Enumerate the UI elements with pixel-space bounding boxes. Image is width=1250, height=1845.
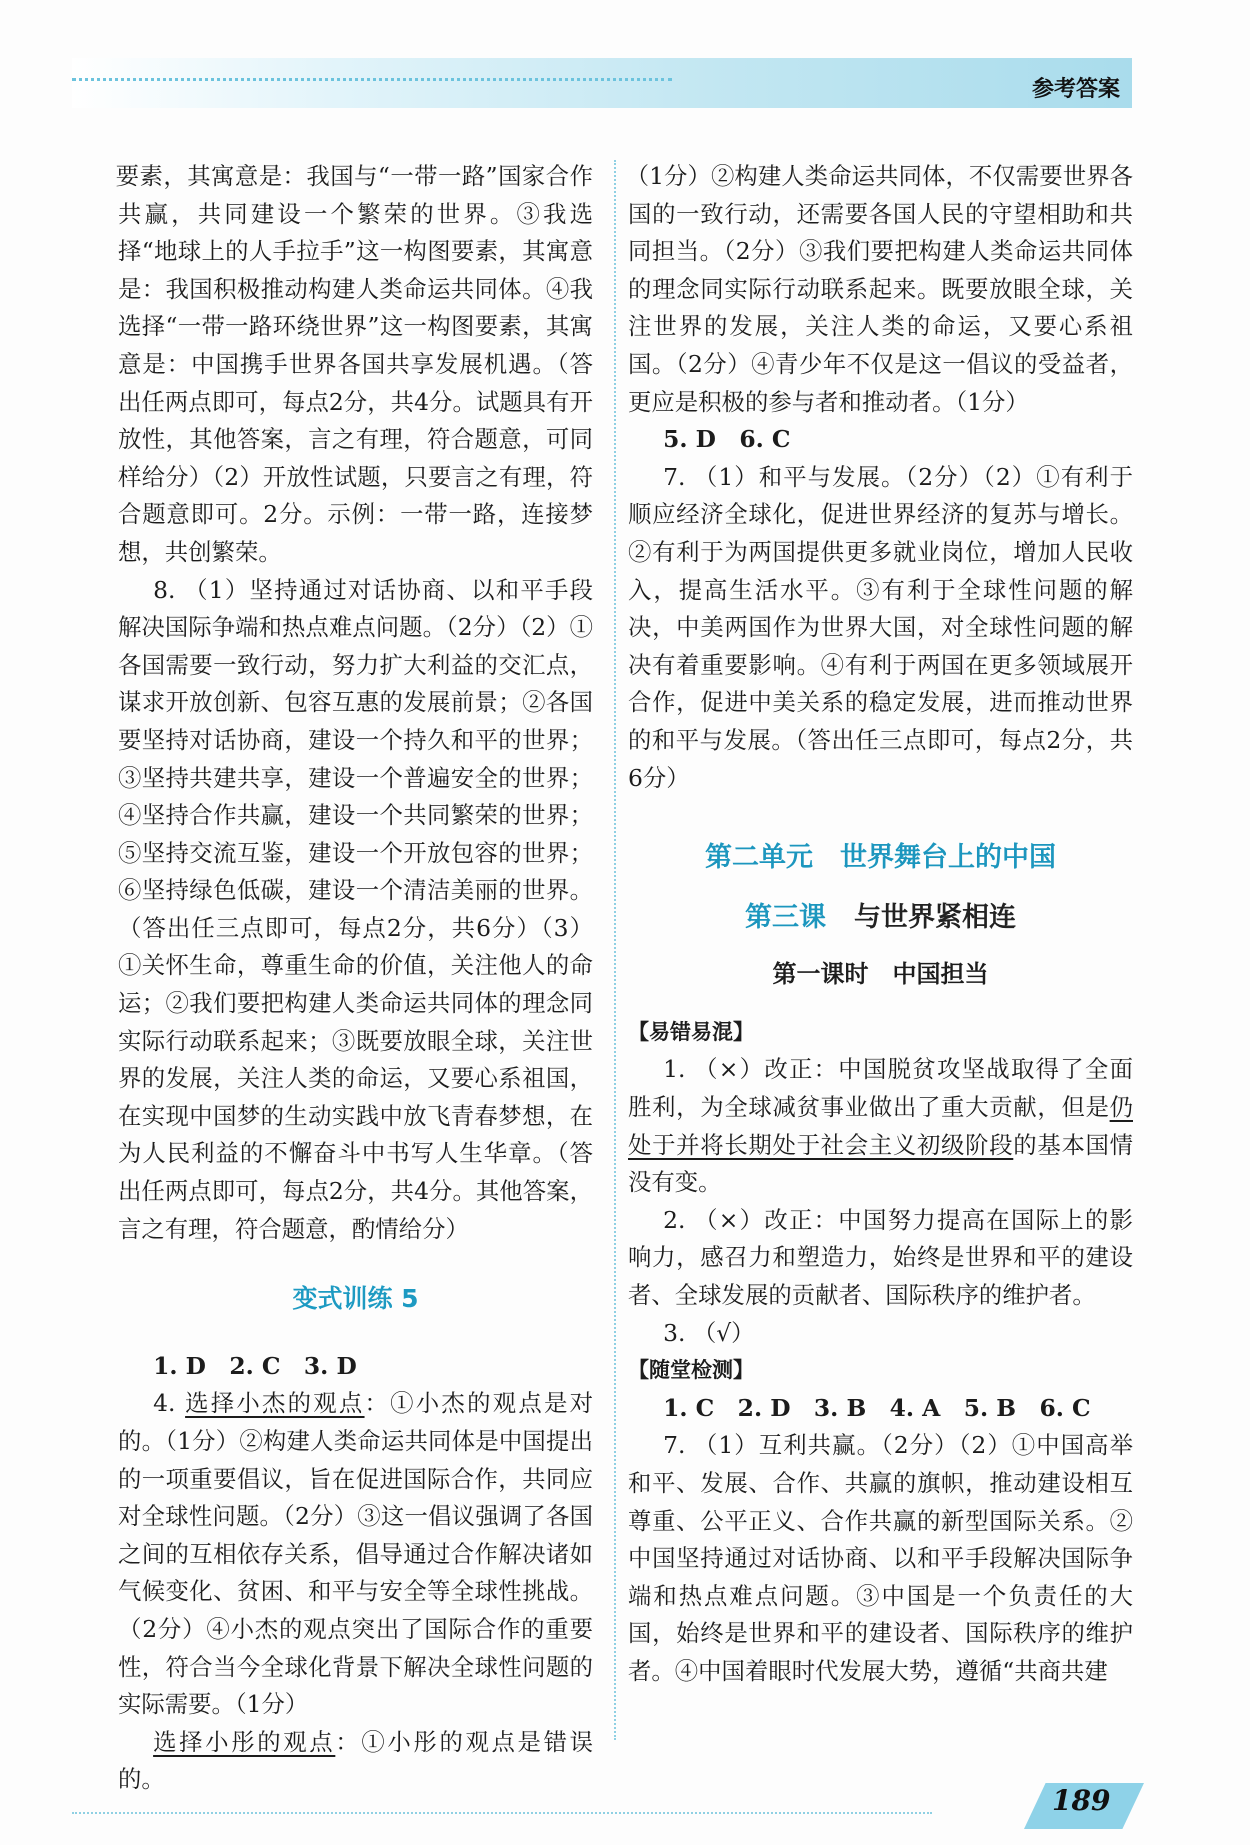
left-column bbox=[115, 158, 594, 1799]
period-title: 第一课时 中国担当 bbox=[772, 960, 989, 989]
question-7-note: （答出任三点即可，每点2分，共6分） bbox=[628, 725, 1134, 792]
question-4-alt-choice-label: 选择小彤的观点 bbox=[153, 1727, 336, 1756]
classroom-check-q7: 7. （1）互利共赢。（2分）（2）①中国高举和平、发展、合作、共赢的旗帜，推动建设相互尊重、公平正义、合作共赢的新型国际关系。②中国坚持通过对话协商、以和平手段解决国际争端和热点难点问题。③中国是一个负责任的大国，始终是世界和平的建设者、国际秩序的维护者。④中国着眼时代发展大势，遵循“共商共建 bbox=[628, 1431, 1133, 1685]
footer-dotted-rule bbox=[72, 1812, 932, 1814]
question-4-text: ：①小杰的观点是对的。（1分）②构建人类命运共同体是中国提出的一项重要倡议，旨在促进国际合作，共同应对全球性问题。（2分）③这一倡议强调了各国之间的互相依存关系，倡导通过合作解决诸如气候变化、贫困、和平与安全等全球性挑战。（2分）④小杰的观点突出了国际合作的重要性，符合当今全球化背景下解决全球性问题的实际需要。（1分） bbox=[118, 1389, 593, 1719]
easy-mistake-3: 3. （√） bbox=[663, 1318, 755, 1347]
classroom-check-heading: 【随堂检测】 bbox=[628, 1358, 754, 1383]
answers-1-3: 1. D 2. C 3. D bbox=[153, 1351, 357, 1380]
right-column bbox=[625, 158, 1134, 1691]
header-band bbox=[72, 58, 1132, 108]
page-header-title: 参考答案 bbox=[1032, 77, 1121, 102]
question-7-text: 7. （1）和平与发展。（2分）（2）①有利于顺应经济全球化，促进世界经济的复苏与增长。②有利于为两国提供更多就业岗位，增加人民收入，提高生活水平。③有利于全球性问题的解决，中美两国作为世界大国，对全球性问题的解决有着重要影响。④有利于两国在更多领域展开合作，促进中美关系的稳定发展，进而推动世界的和平与发展。 bbox=[628, 462, 1133, 754]
page-number: 189 bbox=[1052, 1784, 1111, 1817]
column-divider bbox=[614, 160, 616, 1740]
lesson-title: 与世界紧相连 bbox=[854, 901, 1016, 933]
question-4-alt-answer bbox=[118, 1724, 593, 1799]
question-4-alt-text: ：①小彤的观点是错误的。 bbox=[118, 1727, 594, 1794]
easy-mistake-2: 2. （×）改正：中国努力提高在国际上的影响力，感召力和塑造力，始终是世界和平的建设者、全球发展的贡献者、国际秩序的维护者。 bbox=[628, 1205, 1133, 1310]
easy-mistake-1-suffix: 的基本国情没有变。 bbox=[628, 1130, 1134, 1197]
question-4-choice-label: 选择小杰的观点 bbox=[185, 1389, 365, 1418]
easy-mistake-1-prefix: 1. （×）改正：中国脱贫攻坚战取得了全面胜利，为全球减贫事业做出了重大贡献，但是 bbox=[628, 1055, 1133, 1122]
question-4-prefix: 4. bbox=[153, 1389, 186, 1418]
easy-mistake-heading: 【易错易混】 bbox=[628, 1019, 754, 1044]
lesson-heading bbox=[628, 899, 1133, 937]
header-dotted-rule bbox=[72, 78, 672, 81]
intro-paragraph: 要素，其寓意是：我国与“一带一路”国家合作共赢，共同建设一个繁荣的世界。③我选择“地球上的人手拉手”这一构图要素，其寓意是：我国积极推动构建人类命运共同体。④我选择“一带一路环绕世界”这一构图要素，其寓意是：中国携手世界各国共享发展机遇。（答出任两点即可，每点2分，共4分。试题具有开放性，其他答案，言之有理，符合题意，可同样给分）（2）开放性试题，只要言之有理，符合题意即可。2分。示例：一带一路，连接梦想，共创繁荣。 bbox=[115, 162, 593, 566]
question-7-answer bbox=[628, 459, 1133, 797]
section-title: 变式训练 5 bbox=[292, 1284, 419, 1314]
question-8-answer: 8. （1）坚持通过对话协商、以和平手段解决国际争端和热点难点问题。（2分）（2）①各国需要一致行动，努力扩大利益的交汇点，谋求开放创新、包容互惠的发展前景；②各国要坚持对话协商，建设一个持久和平的世界；③坚持共建共享，建设一个普遍安全的世界；④坚持合作共赢，建设一个共同繁荣的世界；⑤坚持交流互鉴，建设一个开放包容的世界；⑥坚持绿色低碳，建设一个清洁美丽的世界。（答出任三点即可，每点2分，共6分）（3）①关怀生命，尊重生命的价值，关注他人的命运；②我们要把构建人类命运共同体的理念同实际行动联系起来；③既要放眼全球，关注世界的发展，关注人类的命运，又要心系祖国，在实现中国梦的生动实践中放飞青春梦想，在为人民利益的不懈奋斗中书写人生华章。（答出任两点即可，每点2分，共4分。其他答案，言之有理，符合题意，酌情给分） bbox=[118, 575, 593, 1243]
answers-5-6: 5. D 6. C bbox=[663, 425, 791, 454]
unit-title: 第二单元 世界舞台上的中国 bbox=[705, 842, 1056, 874]
easy-mistake-1-underlined: 仍处于并将长期处于社会主义初级阶段 bbox=[628, 1093, 1133, 1159]
lesson-number: 第三课 bbox=[745, 901, 826, 933]
classroom-check-answers: 1. C 2. D 3. B 4. A 5. B 6. C bbox=[663, 1393, 1091, 1422]
easy-mistake-1 bbox=[628, 1051, 1133, 1201]
question-4-answer bbox=[118, 1385, 593, 1723]
continued-paragraph: （1分）②构建人类命运共同体，不仅需要世界各国的一致行动，还需要各国人民的守望相助和共同担当。（2分）③我们要把构建人类命运共同体的理念同实际行动联系起来。既要放眼全球，关注世界的发展，关注人类的命运，又要心系祖国。（2分）④青少年不仅是这一倡议的受益者，更应是积极的参与者和推动者。（1分） bbox=[625, 162, 1133, 416]
